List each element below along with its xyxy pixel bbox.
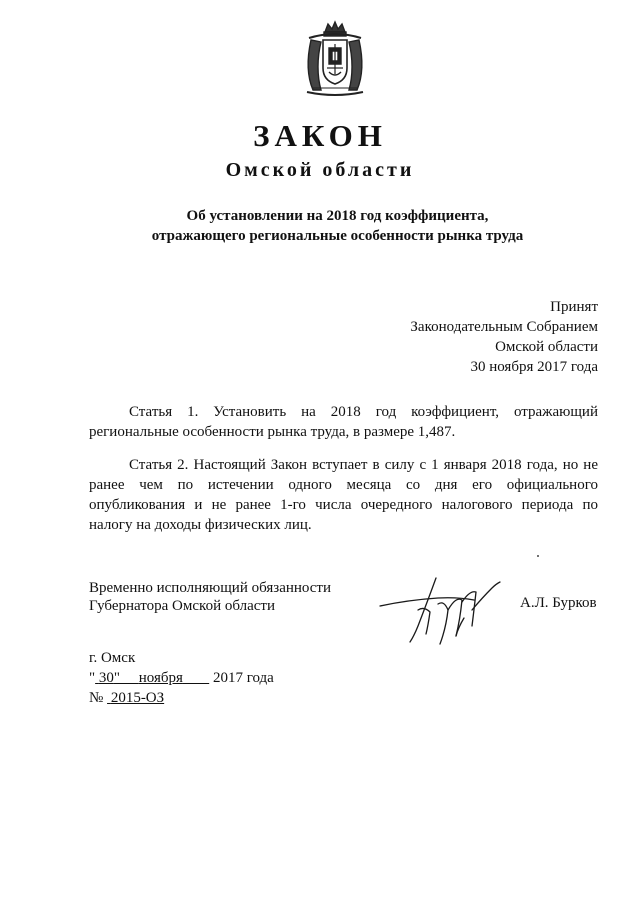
date-day-value: 30 xyxy=(98,670,114,686)
signatory-position-line: Губернатора Омской области xyxy=(89,598,275,614)
signature-image xyxy=(378,570,508,648)
date-day xyxy=(95,670,209,686)
law-number xyxy=(89,688,274,708)
date-month: ноября xyxy=(138,670,183,686)
law-subject-line: отражающего региональные особенности рынка труда xyxy=(151,228,524,244)
adoption-line: Законодательным Собранием xyxy=(410,319,598,335)
article-2 xyxy=(89,455,598,535)
adoption-line: Принят xyxy=(550,299,598,315)
adoption-date: 30 ноября 2017 года xyxy=(470,359,598,375)
adoption-line: Омской области xyxy=(495,339,598,355)
number-value xyxy=(107,690,164,706)
law-subject-line: Об установлении на 2018 год коэффициента, xyxy=(186,208,489,224)
number-prefix: № xyxy=(89,690,108,706)
signatory-position xyxy=(89,579,331,615)
article-1-line: Статья 1. Установить на 2018 год коэффициент, отражающий xyxy=(129,404,598,420)
article-1-line: региональные особенности рынка труда, в размере 1,487. xyxy=(89,424,456,440)
date-quote-open: " xyxy=(89,670,96,686)
stray-mark xyxy=(537,555,539,557)
document-title: ЗАКОН xyxy=(253,118,387,153)
article-2-line: Статья 2. Настоящий Закон вступает в силу с 1 января 2018 года, но не xyxy=(129,457,598,473)
date-year: 2017 года xyxy=(209,670,274,686)
signatory-name: А.Л. Бурков xyxy=(520,595,597,611)
article-2-line: ранее чем по истечении одного месяца со дня его официального xyxy=(89,477,598,493)
date-quote-close: " xyxy=(113,670,120,686)
signatory-position-line: Временно исполняющий обязанности xyxy=(89,580,332,596)
number-text: 2015-ОЗ xyxy=(110,690,165,706)
coat-of-arms-icon xyxy=(299,18,371,98)
city: г. Омск xyxy=(89,650,136,666)
signing-date xyxy=(89,668,274,688)
law-subject xyxy=(0,206,640,246)
article-2-line: опубликования и не ранее 1-го числа очередного налогового периода по xyxy=(89,497,598,513)
article-1 xyxy=(89,402,598,442)
place-date-number xyxy=(89,648,274,708)
document-subtitle: Омской области xyxy=(225,159,415,181)
article-2-line: налогу на доходы физических лиц. xyxy=(89,517,312,533)
adoption-block xyxy=(410,297,598,377)
